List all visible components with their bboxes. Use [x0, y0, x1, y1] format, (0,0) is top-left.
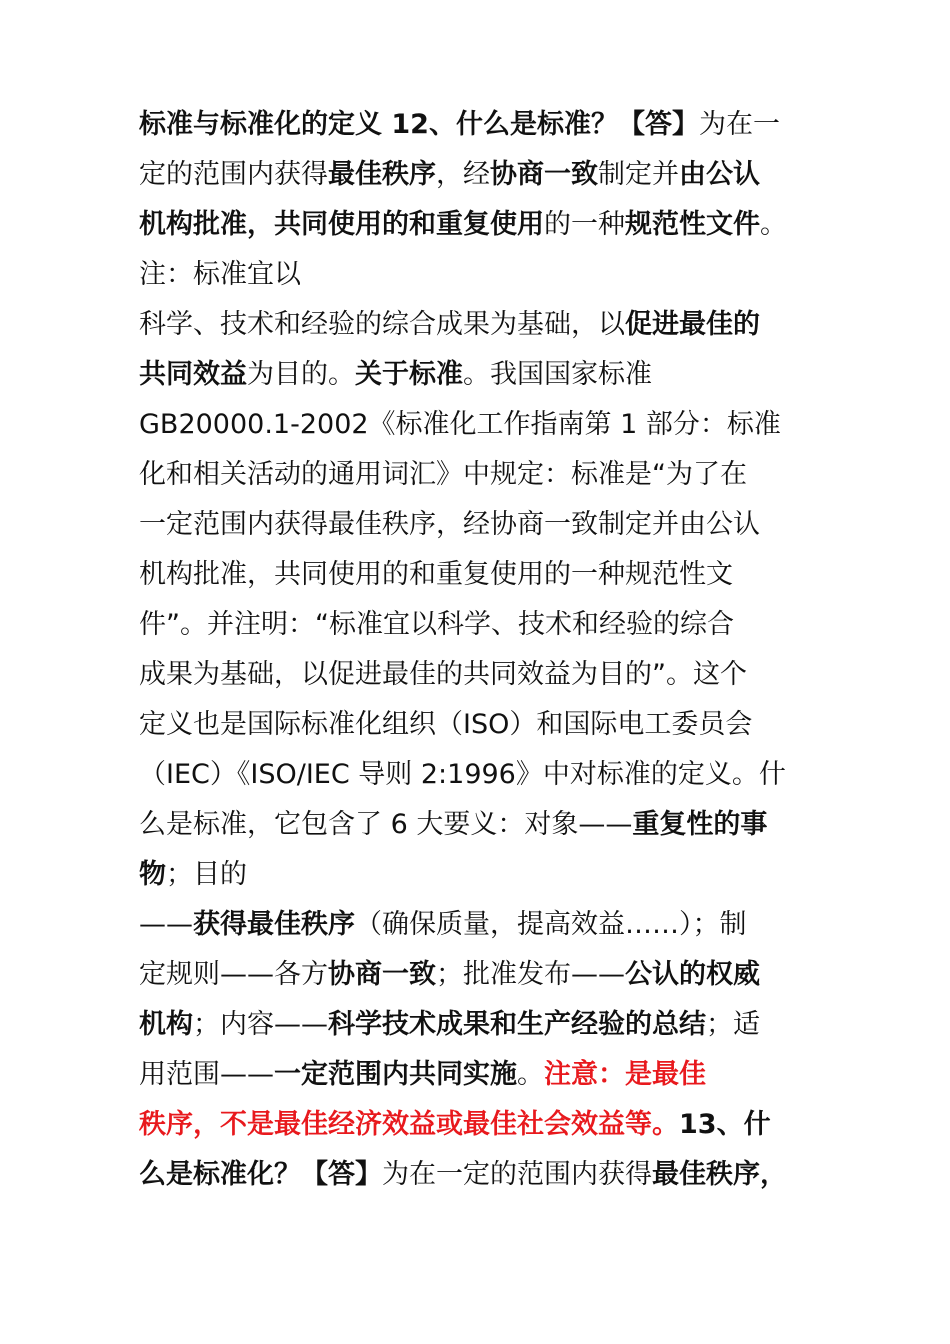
text-run: 。	[517, 1059, 544, 1090]
text-line	[139, 650, 845, 700]
text-run: 定的范围内获得	[139, 159, 328, 190]
bold-run: 协商一致	[328, 959, 436, 990]
text-run: 件”。并注明：“标准宜以科学、技术和经验的综合	[139, 609, 734, 640]
text-run: GB20000.1-2002《标准化工作指南第 1 部分：标准	[139, 409, 781, 440]
text-run: 定义也是国际标准化组织（ISO）和国际电工委员会	[139, 709, 753, 740]
bold-run: 共同效益	[139, 359, 247, 390]
bold-run: 规范性文件	[625, 209, 760, 240]
bold-run: 由公认	[679, 159, 760, 190]
text-run: ——	[139, 909, 193, 940]
text-run: ；批准发布——	[436, 959, 625, 990]
bold-run: 机构	[139, 1009, 193, 1040]
text-run: 定规则——各方	[139, 959, 328, 990]
text-run: 为目的。	[247, 359, 355, 390]
text-run: 为在一	[698, 109, 780, 140]
text-run: 注：标准宜以	[139, 259, 301, 290]
bold-run: 重复性的事	[632, 809, 768, 840]
text-line	[139, 1000, 845, 1050]
bold-run: 物	[139, 859, 166, 890]
text-run: 一定范围内获得最佳秩序，经协商一致制定并由公认	[139, 509, 760, 540]
text-line	[139, 350, 845, 400]
bold-run: 科学技术成果和生产经验的总结	[328, 1009, 706, 1040]
bold-run: 么是标准化？【答】	[139, 1159, 382, 1190]
bold-run: 标准与标准化的定义 12、什么是标准？【答】	[139, 109, 699, 140]
bold-run: 13、什	[679, 1109, 771, 1140]
bold-run: 关于标准	[355, 359, 463, 390]
text-run: ；目的	[166, 859, 247, 890]
text-run: 为在一定的范围内获得	[382, 1159, 652, 1190]
text-run: ；内容——	[193, 1009, 328, 1040]
text-run: （IEC）《ISO/IEC 导则 2:1996》中对标准的定义。什	[139, 759, 786, 790]
bold-run: 一定范围内共同实施	[274, 1059, 517, 1090]
text-line	[139, 700, 845, 750]
text-line	[139, 500, 845, 550]
text-run: 成果为基础，以促进最佳的共同效益为目的”。这个	[139, 659, 747, 690]
text-line	[139, 100, 845, 150]
bold-run: 促进最佳的	[625, 309, 760, 340]
text-line	[139, 600, 845, 650]
text-line	[139, 400, 845, 450]
text-run: 。	[760, 209, 787, 240]
text-line	[139, 1150, 845, 1200]
text-line	[139, 150, 845, 200]
text-run: 用范围——	[139, 1059, 274, 1090]
text-run: 的一种	[544, 209, 625, 240]
text-line	[139, 950, 845, 1000]
bold-run: 公认的权威	[625, 959, 760, 990]
text-run: 么是标准，它包含了 6 大要义：对象——	[139, 809, 633, 840]
text-run: ，经	[436, 159, 490, 190]
text-run: ；适	[706, 1009, 760, 1040]
bold-run: 最佳秩序，	[652, 1159, 787, 1190]
text-line	[139, 900, 845, 950]
text-line	[139, 750, 845, 800]
text-line	[139, 450, 845, 500]
text-run: 化和相关活动的通用词汇》中规定：标准是“为了在	[139, 459, 747, 490]
text-run: 。我国国家标准	[463, 359, 652, 390]
text-line	[139, 850, 845, 900]
highlight-run: 秩序，不是最佳经济效益或最佳社会效益等。	[139, 1109, 679, 1140]
text-line	[139, 800, 845, 850]
text-line	[139, 250, 845, 300]
text-run: 科学、技术和经验的综合成果为基础，以	[139, 309, 625, 340]
bold-run: 协商一致	[490, 159, 598, 190]
text-line	[139, 550, 845, 600]
bold-run: 获得最佳秩序	[193, 909, 355, 940]
text-run: 制定并	[598, 159, 679, 190]
text-line	[139, 1100, 845, 1150]
highlight-run: 注意：是最佳	[544, 1059, 706, 1090]
text-run: （确保质量，提高效益……）；制	[355, 909, 747, 940]
text-line	[139, 200, 845, 250]
bold-run: 最佳秩序	[328, 159, 436, 190]
bold-run: 机构批准，共同使用的和重复使用	[139, 209, 544, 240]
text-run: 机构批准，共同使用的和重复使用的一种规范性文	[139, 559, 733, 590]
text-line	[139, 300, 845, 350]
text-line	[139, 1050, 845, 1100]
